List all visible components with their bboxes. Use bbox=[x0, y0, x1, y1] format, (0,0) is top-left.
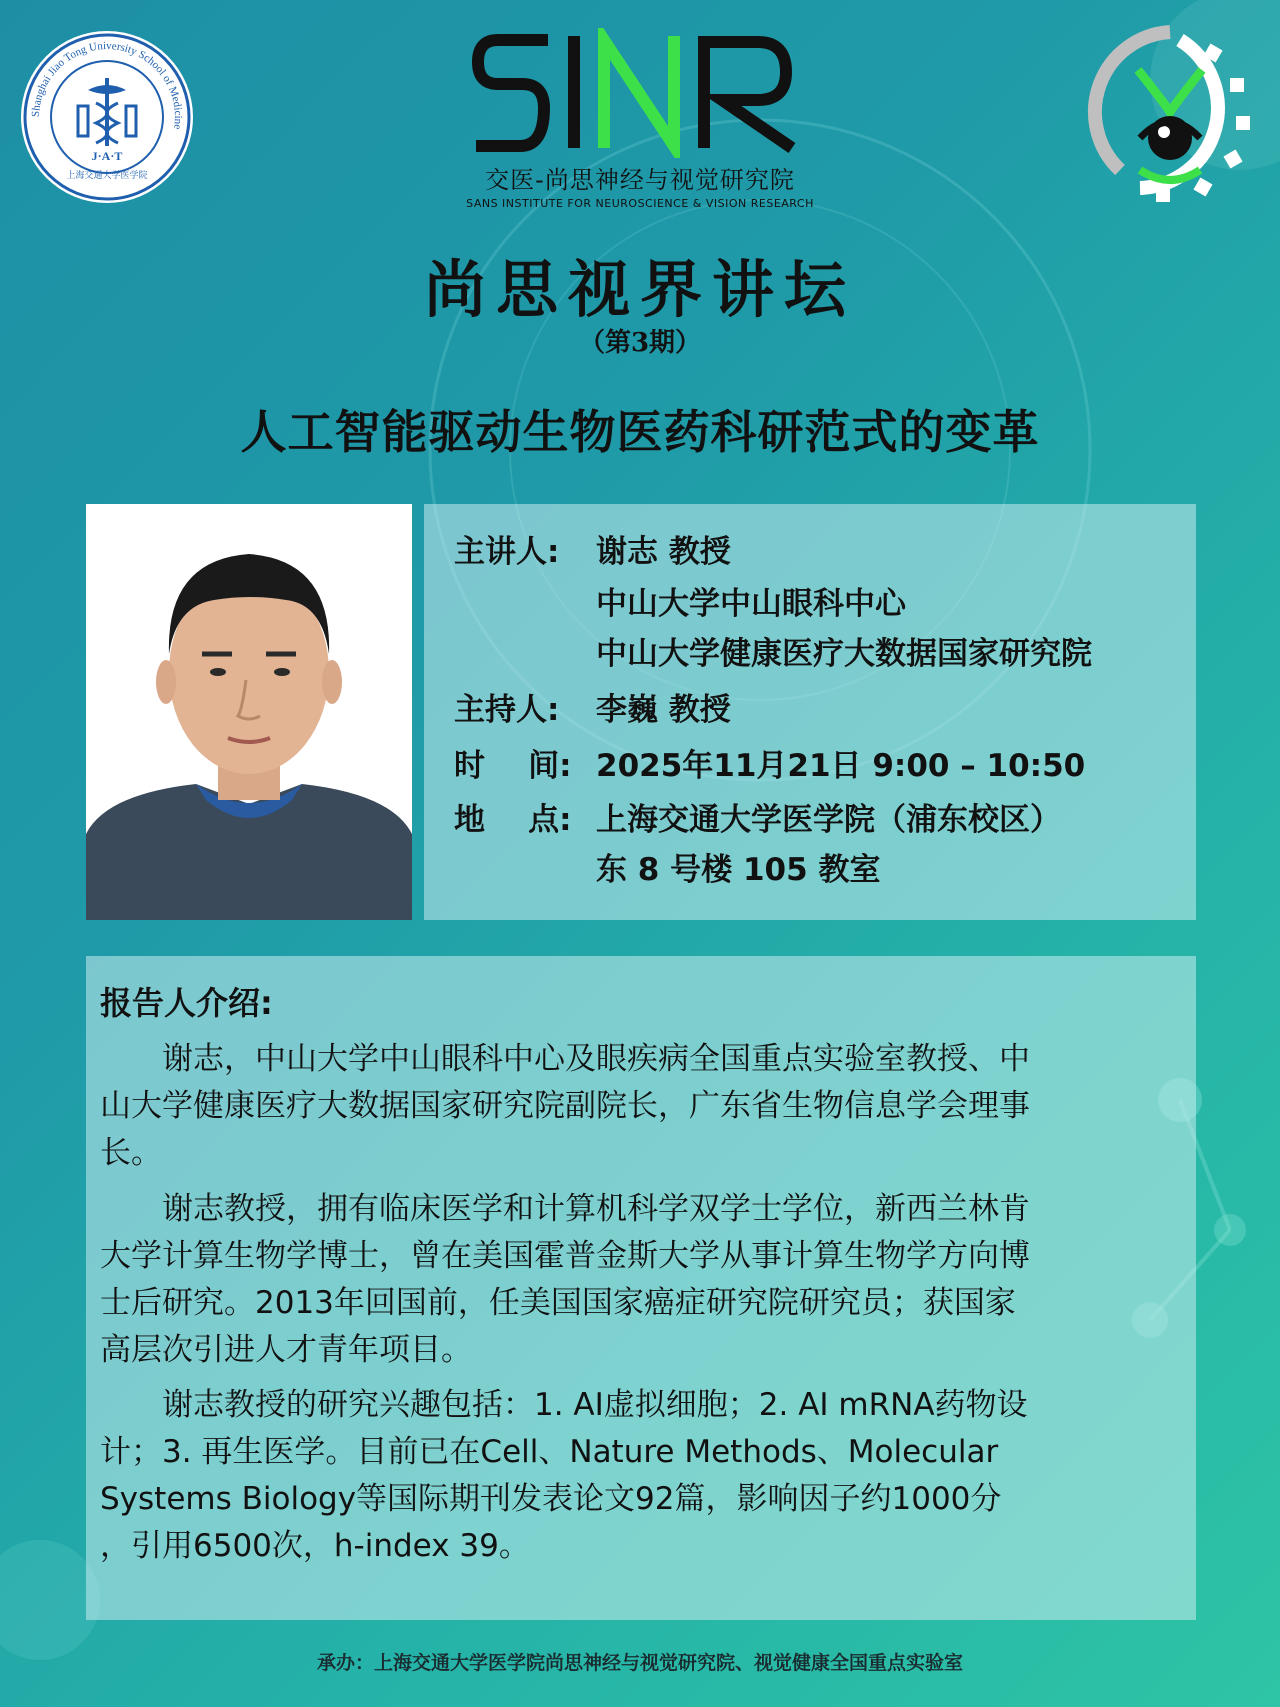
institute-name-en: SANS INSTITUTE FOR NEUROSCIENCE & VISION RESEARCH bbox=[466, 197, 814, 210]
place-line-2: 东 8 号楼 105 教室 bbox=[596, 852, 881, 888]
speaker-bio-panel bbox=[86, 956, 1196, 1620]
seal-initials: J·A·T bbox=[91, 149, 123, 163]
bio-line: 山大学健康医疗大数据国家研究院副院长，广东省生物信息学会理事 bbox=[100, 1088, 1030, 1124]
speaker-row bbox=[454, 526, 731, 571]
place-row bbox=[454, 794, 1061, 839]
host-row bbox=[454, 684, 731, 729]
seal-cn-text: 上海交通大学医学院 bbox=[66, 171, 148, 181]
bio-line: 高层次引进人才青年项目。 bbox=[100, 1332, 472, 1368]
speaker-label: 主讲人: bbox=[454, 534, 560, 570]
eye-gear-logo bbox=[1080, 20, 1260, 205]
speaker-affiliation-1: 中山大学中山眼科中心 bbox=[596, 586, 906, 622]
bio-line: 谢志教授，拥有临床医学和计算机科学双学士学位，新西兰林肯 bbox=[100, 1191, 1030, 1227]
issue-number: （第3期） bbox=[578, 328, 702, 358]
talk-info-panel bbox=[424, 504, 1196, 920]
bio-line: 士后研究。2013年回国前，任美国国家癌症研究院研究员；获国家 bbox=[100, 1285, 1016, 1321]
bio-heading: 报告人介绍: bbox=[100, 984, 273, 1022]
forum-title: 尚思视界讲坛 bbox=[423, 253, 856, 326]
organizer-footer: 承办：上海交通大学医学院尚思神经与视觉研究院、视觉健康全国重点实验室 bbox=[316, 1652, 963, 1674]
bio-line: 谢志教授的研究兴趣包括：1. AI虚拟细胞；2. AI mRNA药物设 bbox=[100, 1387, 1028, 1423]
time-row bbox=[454, 740, 1085, 785]
bio-line: 谢志，中山大学中山眼科中心及眼疾病全国重点实验室教授、中 bbox=[100, 1041, 1030, 1077]
time-label: 时 间: bbox=[454, 748, 572, 784]
bio-line: Systems Biology等国际期刊发表论文92篇，影响因子约1000分 bbox=[100, 1481, 1002, 1517]
bio-line: 长。 bbox=[100, 1135, 162, 1171]
host-label: 主持人: bbox=[454, 692, 560, 728]
host-name: 李巍 教授 bbox=[596, 692, 731, 728]
place-label: 地 点: bbox=[454, 802, 572, 838]
time-value: 2025年11月21日 9:00 – 10:50 bbox=[596, 748, 1086, 784]
speaker-affiliation-2: 中山大学健康医疗大数据国家研究院 bbox=[596, 636, 1092, 672]
speaker-name: 谢志 教授 bbox=[596, 534, 731, 570]
sinr-mark-icon bbox=[470, 28, 810, 158]
bio-line: 计；3. 再生医学。目前已在Cell、Nature Methods、Molecular bbox=[100, 1434, 999, 1470]
bio-line: 大学计算生物学博士，曾在美国霍普金斯大学从事计算生物学方向博 bbox=[100, 1238, 1030, 1274]
bio-line: ，引用6500次，h-index 39。 bbox=[100, 1528, 530, 1564]
place-line-1: 上海交通大学医学院（浦东校区） bbox=[596, 802, 1061, 838]
seal-ring-text: Shanghai Jiao Tong University School of Medicine bbox=[29, 39, 185, 131]
speaker-portrait-icon bbox=[86, 504, 412, 920]
speaker-photo bbox=[86, 504, 412, 920]
institute-name-cn: 交医-尚思神经与视觉研究院 bbox=[485, 166, 795, 194]
talk-title: 人工智能驱动生物医药科研范式的变革 bbox=[240, 405, 1040, 459]
